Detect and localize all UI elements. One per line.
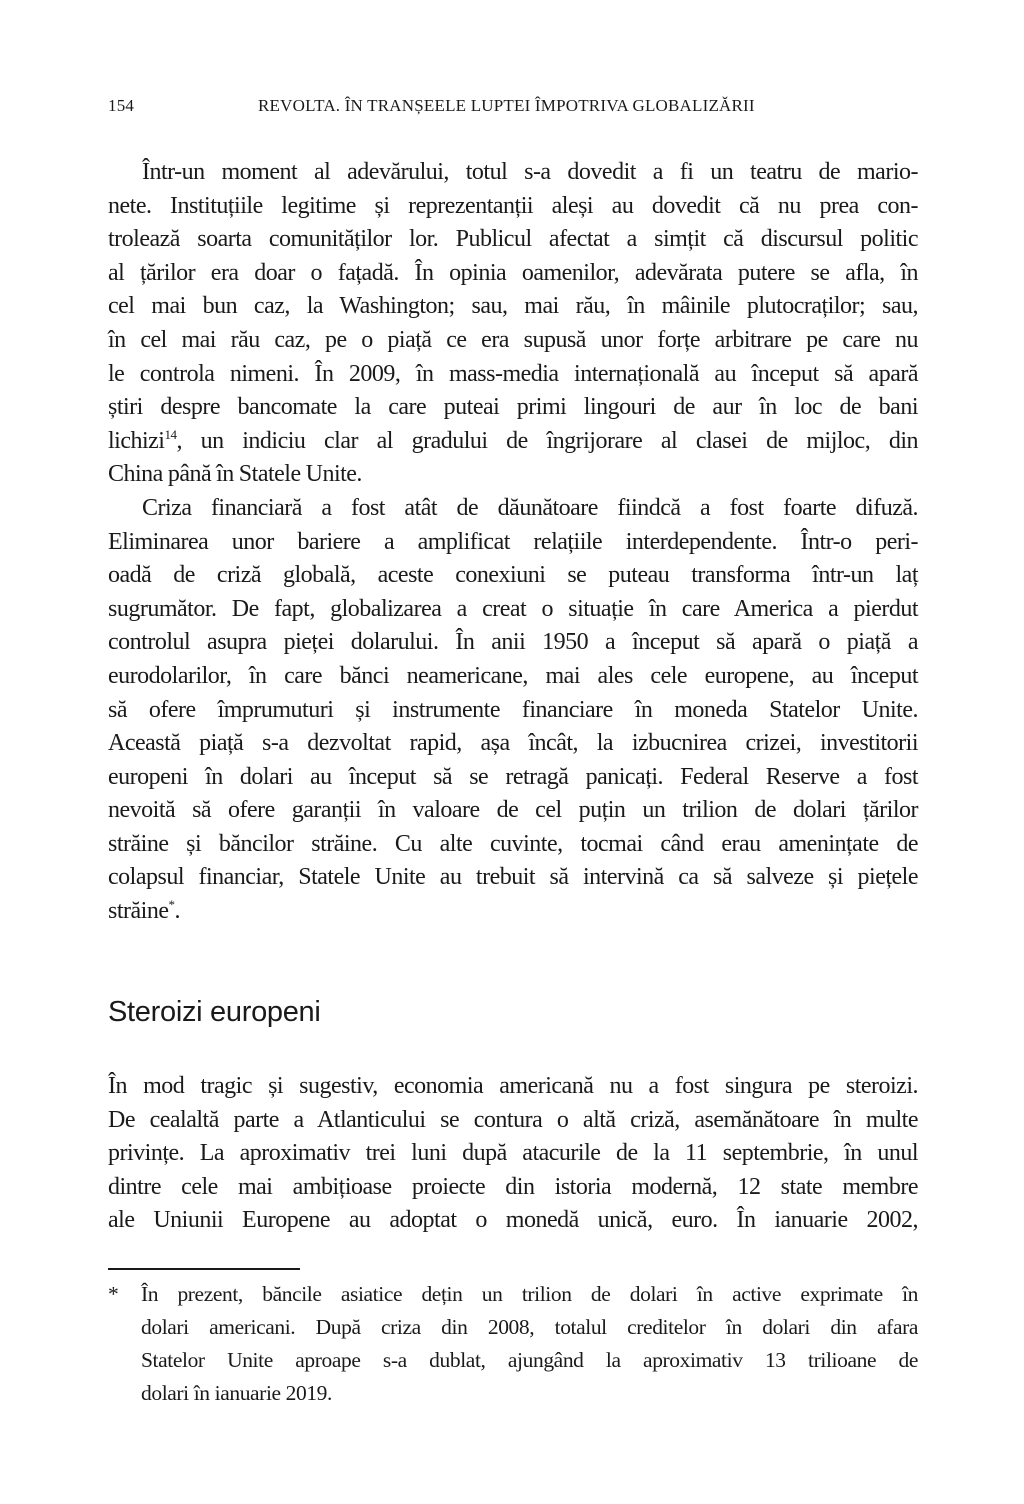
text-line: De cealaltă parte a Atlanticului se contura o altă criză, asemănătoare în multe bbox=[108, 1106, 918, 1133]
footnote-text bbox=[141, 1278, 918, 1410]
text-line bbox=[108, 425, 918, 459]
section-text bbox=[108, 1070, 918, 1238]
text-line: Eliminarea unor bariere a amplificat relațiile interdependente. Într-o peri- bbox=[108, 528, 918, 555]
footnote-line: Statelor Unite aproape s-a dublat, ajungând la aproximativ 13 trilioane de bbox=[141, 1348, 918, 1372]
text-line: dintre cele mai ambițioase proiecte din istoria modernă, 12 state membre bbox=[108, 1173, 918, 1200]
footnote-line: dolari americani. După criza din 2008, totalul creditelor în dolari din afara bbox=[141, 1315, 918, 1339]
text-line: ale Uniunii Europene au adoptat o monedă unică, euro. În ianuarie 2002, bbox=[108, 1207, 918, 1234]
text-line: trolează soarta comunităților lor. Publicul afectat a simțit că discursul politic bbox=[108, 226, 918, 253]
text-line: nevoită să ofere garanții în valoare de cel puțin un trilion de dolari țărilor bbox=[108, 797, 918, 824]
main-text bbox=[108, 156, 918, 929]
footnote-line: În prezent, băncile asiatice dețin un trilion de dolari în active exprimate în bbox=[141, 1282, 918, 1306]
paragraph-financial-crisis bbox=[108, 492, 918, 929]
running-header bbox=[108, 96, 918, 124]
book-title: REVOLTA. ÎN TRANȘEELE LUPTEI ÎMPOTRIVA GLOBALIZĂRII bbox=[258, 96, 755, 115]
footnote-reference-asterisk[interactable]: * bbox=[168, 897, 175, 913]
text-line: colapsul financiar, Statele Unite au trebuit să intervină ca să salveze și piețele bbox=[108, 864, 918, 891]
text-line: străine și băncilor străine. Cu alte cuvinte, tocmai când erau amenințate de bbox=[108, 830, 918, 857]
text-line: privințe. La aproximativ trei luni după atacurile de la 11 septembrie, în unul bbox=[108, 1140, 918, 1167]
text-line: cel mai bun caz, la Washington; sau, mai rău, în mâinile plutocraților; sau, bbox=[108, 293, 918, 320]
footnote-reference-14[interactable]: 14 bbox=[164, 426, 177, 442]
text-line: eurodolarilor, în care bănci neamericane, mai ales cele europene, au început bbox=[108, 662, 918, 689]
text-line: În mod tragic și sugestiv, economia americană nu a fost singura pe steroizi. bbox=[108, 1073, 918, 1099]
footnote bbox=[108, 1278, 918, 1410]
text-line: nete. Instituțiile legitime și reprezentanții aleși au dovedit că nu prea con- bbox=[108, 192, 918, 219]
text-line: Criza financiară a fost atât de dăunătoare fiindcă a fost foarte difuză. bbox=[142, 494, 918, 521]
text-line: le controla nimeni. În 2009, în mass-media internațională au început să apară bbox=[108, 360, 918, 387]
text-line: europeni în dolari au început să se retragă panicați. Federal Reserve a fost bbox=[108, 763, 918, 790]
text-line: controlul asupra pieței dolarului. În anii 1950 a început să apară o piață a bbox=[108, 629, 918, 656]
text-line: Această piață s-a dezvoltat rapid, așa încât, la izbucnirea crizei, investitorii bbox=[108, 730, 918, 757]
page-number: 154 bbox=[108, 96, 135, 115]
paragraph-european-steroids bbox=[108, 1070, 918, 1238]
text-line: să ofere împrumuturi și instrumente financiare în moneda Statelor Unite. bbox=[108, 696, 918, 723]
text-fragment: străine bbox=[108, 898, 169, 925]
text-fragment: lichizi bbox=[108, 427, 165, 454]
text-line: știri despre bancomate la care puteai primi lingouri de aur în loc de bani bbox=[108, 394, 918, 421]
text-line: China până în Statele Unite. bbox=[108, 461, 362, 488]
footnote-divider bbox=[108, 1268, 300, 1270]
footnote-marker: * bbox=[108, 1282, 119, 1306]
text-line: al țărilor era doar o fațadă. În opinia oamenilor, adevărata putere se afla, în bbox=[108, 259, 918, 286]
text-fragment: , un indiciu clar al gradului de îngrijorare al clasei de mijloc, din bbox=[176, 427, 918, 454]
section-heading: Steroizi europeni bbox=[108, 996, 321, 1028]
text-fragment: . bbox=[174, 898, 180, 925]
text-line bbox=[108, 895, 918, 929]
text-line: Într-un moment al adevărului, totul s-a dovedit a fi un teatru de mario- bbox=[142, 159, 918, 185]
paragraph-puppet-theatre bbox=[108, 156, 918, 492]
text-line: în cel mai rău caz, pe o piață ce era supusă unor forțe arbitrare pe care nu bbox=[108, 326, 918, 353]
text-line: sugrumător. De fapt, globalizarea a creat o situație în care America a pierdut bbox=[108, 595, 918, 622]
footnote-line: dolari în ianuarie 2019. bbox=[141, 1381, 333, 1405]
text-line: oadă de criză globală, aceste conexiuni se puteau transforma într-un laț bbox=[108, 562, 918, 589]
